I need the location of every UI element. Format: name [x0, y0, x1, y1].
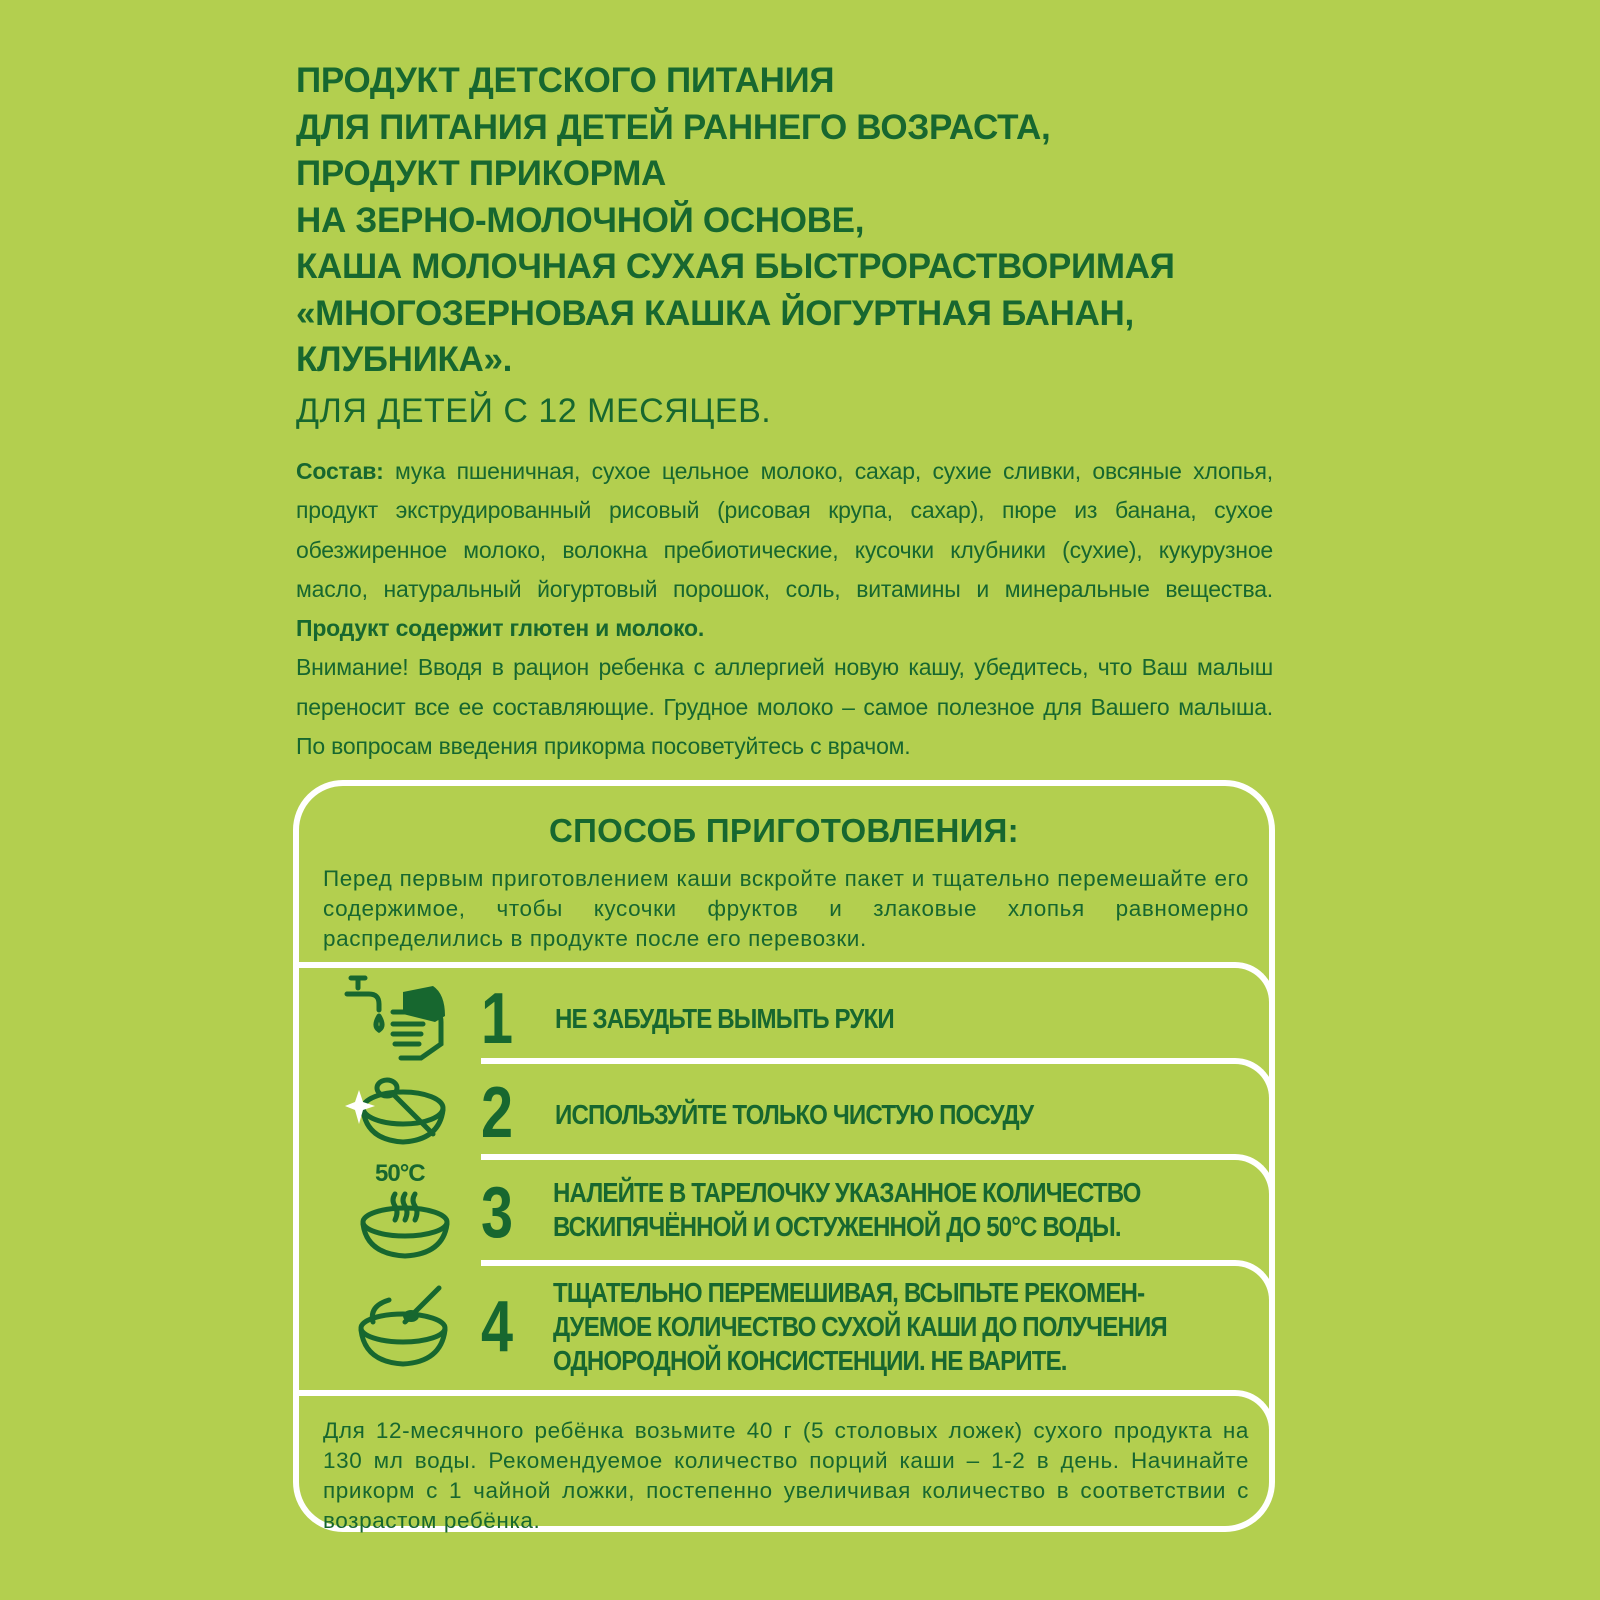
preparation-title: СПОСОБ ПРИГОТОВЛЕНИЯ:: [549, 812, 1019, 849]
dosage-text: Для 12-месячного ребёнка возьмите 40 г (5 столовых ложек) сухого продукта на 130 мл воды. Рекомендуемое количество порций каши – 1-2 в день. Начинайте прикорм с 1 чайной ложки, постепенно увеличивая количество в соответствии с возрастом ребёнка.: [323, 1418, 1249, 1533]
product-title: [296, 58, 1175, 384]
title-line: КЛУБНИКА».: [296, 340, 513, 379]
hand-wash-icon: [343, 972, 458, 1062]
attention-text: Внимание! Вводя в рацион ребенка с аллергией новую кашу, убедитесь, что Ваш малыш переносит все ее составляющие. Грудное молоко – самое полезное для Вашего малыша. По вопросам введения прикорма посоветуйтесь с врачом.: [296, 654, 1273, 760]
preparation-intro: Перед первым приготовлением каши вскройте пакет и тщательно перемешайте его содержимое, чтобы кусочки фруктов и злаковые хлопья равномерно распределились в продукте после его перевозки.: [323, 866, 1249, 951]
title-line: «МНОГОЗЕРНОВАЯ КАШКА ЙОГУРТНАЯ БАНАН,: [296, 293, 1134, 333]
stir-bowl-icon: [353, 1282, 453, 1370]
step-text: [553, 1276, 1167, 1378]
allergen-warning: Продукт содержит глютен и молоко.: [296, 615, 705, 642]
step-line: НАЛЕЙТЕ В ТАРЕЛОЧКУ УКАЗАННОЕ КОЛИЧЕСТВО: [553, 1177, 1141, 1208]
title-line: ДЛЯ ПИТАНИЯ ДЕТЕЙ РАННЕГО ВОЗРАСТА,: [296, 107, 1051, 147]
title-line: ПРОДУКТ ПРИКОРМА: [296, 154, 667, 193]
step-text: [553, 1176, 1141, 1244]
title-line: НА ЗЕРНО-МОЛОЧНОЙ ОСНОВЕ,: [296, 200, 865, 240]
step-text: [555, 1002, 894, 1036]
composition-text: мука пшеничная, сухое цельное молоко, сахар, сухие сливки, овсяные хлопья, продукт экструдированный рисовый (рисовая крупа, сахар), пюре из банана, сухое обезжиренное молоко, волокна пребиотические, кусочки клубники (сухие), кукурузное масло, натуральный йогуртовый порошок, соль, витамины и минеральные вещества.: [296, 458, 1273, 602]
age-label: ДЛЯ ДЕТЕЙ С 12 МЕСЯЦЕВ.: [296, 392, 772, 430]
step-line: ОДНОРОДНОЙ КОНСИСТЕНЦИИ. НЕ ВАРИТЕ.: [553, 1345, 1067, 1376]
step-2: [481, 1058, 1275, 1154]
warm-water-bowl-icon: [357, 1188, 453, 1262]
step-4: [481, 1260, 1275, 1390]
step-line: ТЩАТЕЛЬНО ПЕРЕМЕШИВАЯ, ВСЫПЬТЕ РЕКОМЕН-: [553, 1277, 1145, 1308]
step-line: НЕ ЗАБУДЬТЕ ВЫМЫТЬ РУКИ: [555, 1003, 894, 1034]
temperature-label: 50°C: [375, 1160, 425, 1187]
step-number: 3: [481, 1173, 514, 1253]
title-line: КАША МОЛОЧНАЯ СУХАЯ БЫСТРОРАСТВОРИМАЯ: [296, 247, 1175, 286]
step-line: ВСКИПЯЧЁННОЙ И ОСТУЖЕННОЙ ДО 50°С ВОДЫ.: [553, 1211, 1121, 1242]
step-number: 2: [481, 1073, 514, 1153]
title-line: ПРОДУКТ ДЕТСКОГО ПИТАНИЯ: [296, 61, 835, 100]
composition: [296, 452, 1273, 766]
step-3: [375, 1154, 1275, 1260]
preparation-box: [293, 780, 1275, 1532]
composition-label: Состав:: [296, 458, 384, 484]
step-text: [555, 1098, 1033, 1132]
step-line: ИСПОЛЬЗУЙТЕ ТОЛЬКО ЧИСТУЮ ПОСУДУ: [555, 1099, 1034, 1130]
clean-bowl-icon: [345, 1070, 455, 1150]
step-number: 4: [481, 1287, 514, 1367]
step-number: 1: [481, 979, 514, 1059]
step-line: ДУЕМОЕ КОЛИЧЕСТВО СУХОЙ КАШИ ДО ПОЛУЧЕНИЯ: [553, 1311, 1167, 1342]
step-1: [299, 962, 1275, 1058]
